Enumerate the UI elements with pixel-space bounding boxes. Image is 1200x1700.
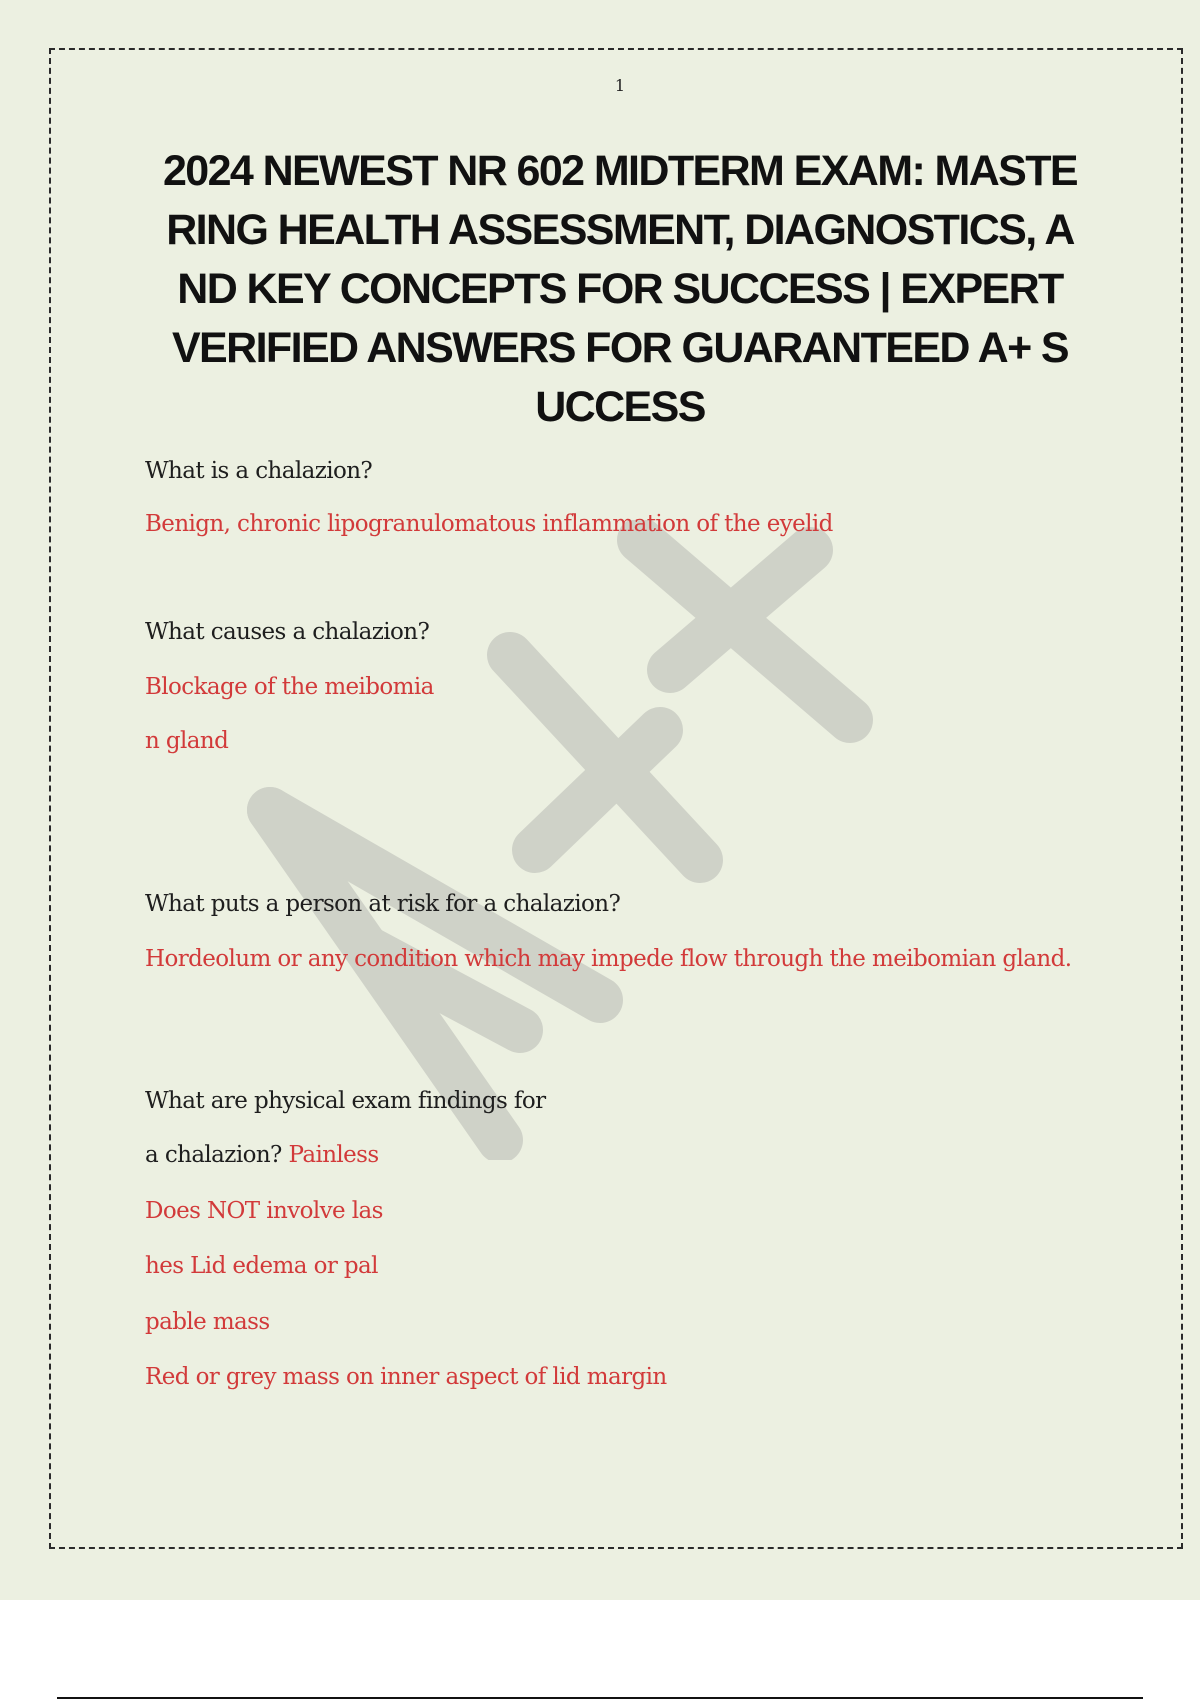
- answer-4-line-3: hes Lid edema or pal: [145, 1253, 378, 1279]
- answer-4-line-2: Does NOT involve las: [145, 1198, 383, 1224]
- document-title: 2024 NEWEST NR 602 MIDTERM EXAM: MASTERING HEALTH ASSESSMENT, DIAGNOSTICS, AND KEY CONCEPTS FOR SUCCESS | EXPERT VERIFIED ANSWERS FOR GUARANTEED A+ SUCCESS: [162, 147, 1078, 431]
- answer-4-line-4: pable mass: [145, 1309, 270, 1335]
- answer-4-line-5: Red or grey mass on inner aspect of lid margin: [145, 1364, 667, 1390]
- page-number: 1: [614, 76, 626, 95]
- question-2: What causes a chalazion?: [145, 619, 430, 645]
- question-1: What is a chalazion?: [145, 458, 373, 484]
- question-4-line-1: What are physical exam findings for: [145, 1088, 546, 1114]
- answer-4-line-1: Painless: [288, 1142, 379, 1168]
- answer-2-line-2: n gland: [145, 728, 229, 754]
- footer-rule: [57, 1697, 1143, 1699]
- question-4-line-2: a chalazion?: [145, 1142, 282, 1168]
- question-4-line-2-row: [145, 1142, 379, 1168]
- answer-1-line-1: Benign, chronic lipogranulomatous inflammation of the eyelid: [145, 511, 833, 537]
- answer-2-line-1: Blockage of the meibomia: [145, 674, 434, 700]
- question-3: What puts a person at risk for a chalazion?: [145, 891, 621, 917]
- answer-3: Hordeolum or any condition which may impede flow through the meibomian gland.: [145, 946, 1072, 972]
